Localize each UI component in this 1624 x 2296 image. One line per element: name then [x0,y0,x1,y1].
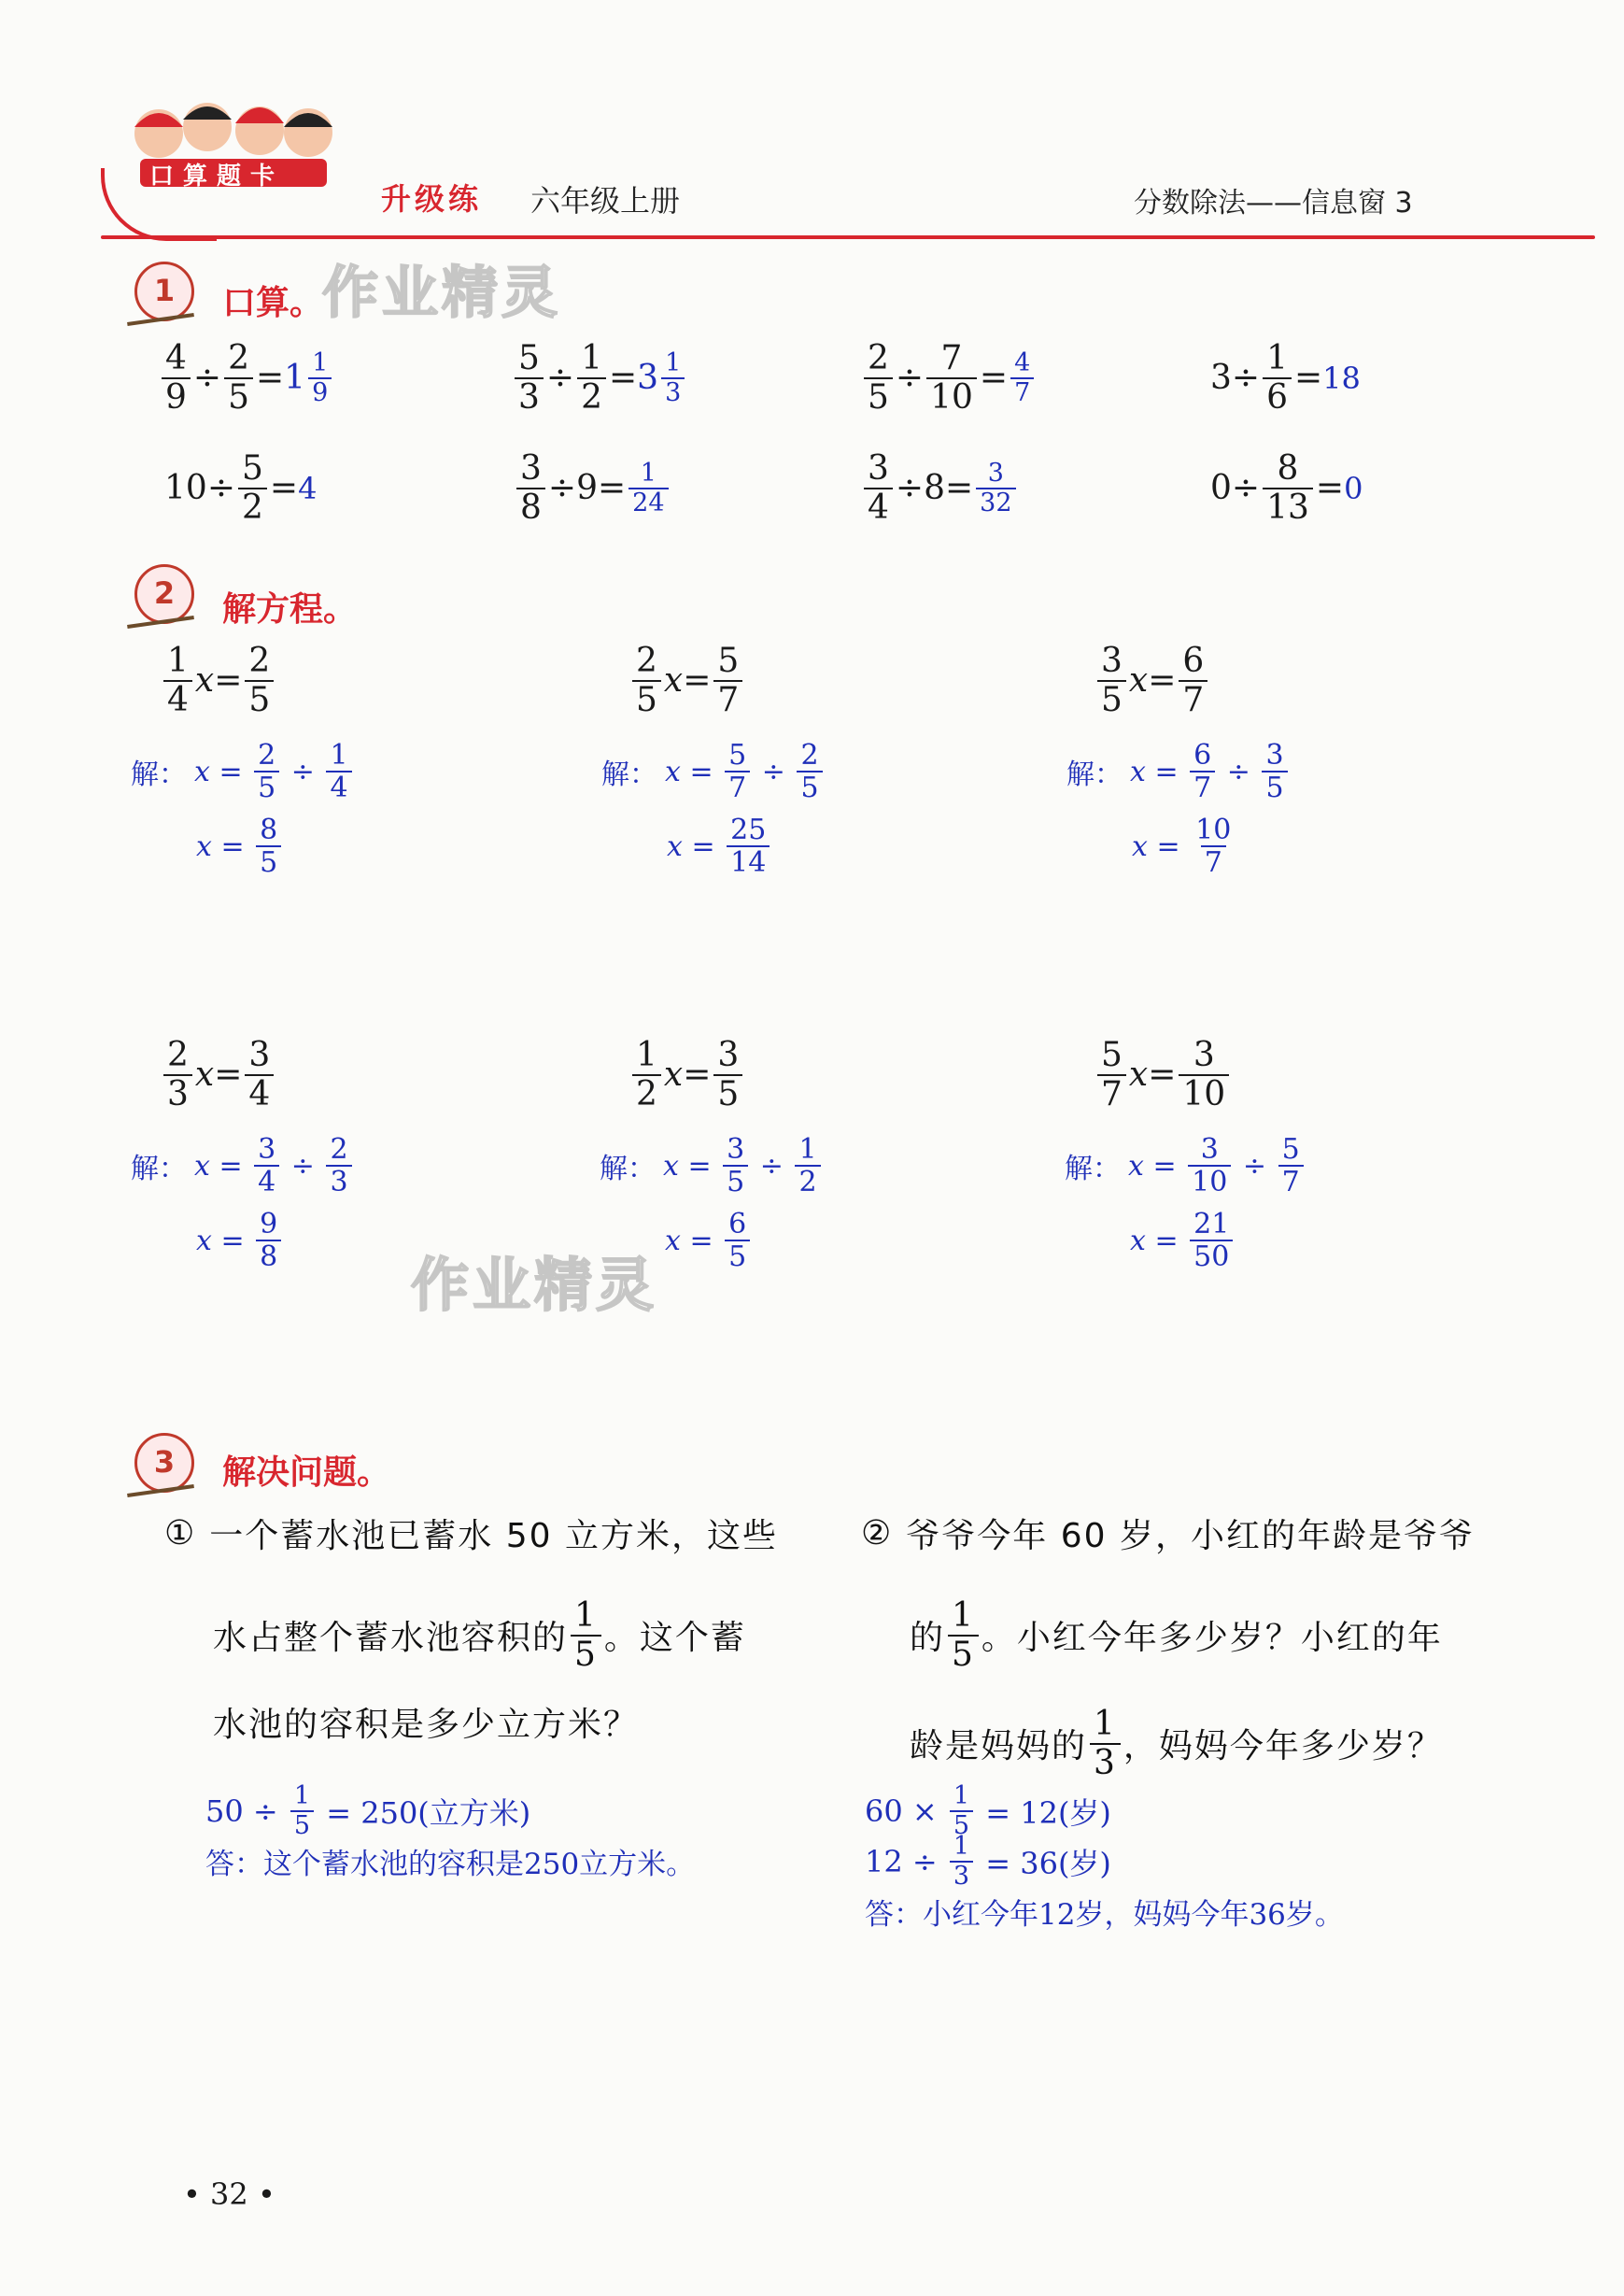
section-title-problems: 解决问题。 [222,1453,391,1492]
page-number: • 32 • [183,2176,275,2212]
problem-2-calculation-1: 60 × $\frac{1}{5}$ = 12(岁) [865,1781,1111,1840]
solution-1-step-2: x = $\frac{8}{5}$ [196,815,284,878]
oral-item-6: $\frac{3}{8}$ ÷ 9 = $\frac{1}{24}$ [514,450,671,526]
section-title-equations: 解方程。 [222,590,358,629]
oral-item-3: $\frac{2}{5}$ ÷ $\frac{7}{10}$ = $\frac{4}{7}$ [861,340,1037,416]
solution-4-step-1: 解： x = $\frac{3}{4}$ ÷ $\frac{2}{3}$ [131,1134,355,1198]
brand-label: 口算题卡 [149,163,285,191]
chapter-title: 分数除法——信息窗 3 [1134,187,1413,220]
header-rule [101,235,1595,239]
problem-1-calculation: 50 ÷ $\frac{1}{5}$ = 250(立方米) [205,1781,531,1840]
solution-5-step-2: x = $\frac{6}{5}$ [665,1209,753,1272]
problem-1-line-3: 水池的容积是多少立方米？ [213,1706,640,1744]
problem-2-answer: 答：小红今年12岁，妈妈今年36岁。 [865,1898,1344,1932]
problem-2-line-2: 的 $\frac{1}{5}$ 。小红今年多少岁？小红的年 [910,1596,1443,1674]
solution-3-step-1: 解： x = $\frac{6}{7}$ ÷ $\frac{3}{5}$ [1066,740,1291,803]
section-title-oral: 口算。 [222,284,324,322]
solution-1-step-1: 解： x = $\frac{2}{5}$ ÷ $\frac{1}{4}$ [131,740,355,803]
solution-6-step-1: 解： x = $\frac{3}{10}$ ÷ $\frac{5}{7}$ [1065,1134,1306,1198]
problem-1-line-1: ① 一个蓄水池已蓄水 50 立方米，这些 [164,1514,778,1555]
section-badge-1: 1 [127,258,194,333]
section-badge-2: 2 [127,560,194,635]
oral-item-8: 0 ÷ $\frac{8}{13}$ = 0 [1210,449,1363,527]
solution-5-step-1: 解： x = $\frac{3}{5}$ ÷ $\frac{1}{2}$ [600,1134,824,1198]
problem-2-calculation-2: 12 ÷ $\frac{1}{3}$ = 36(岁) [865,1832,1111,1891]
problem-2-line-3: 龄是妈妈的 $\frac{1}{3}$ ，妈妈今年多少岁？ [910,1705,1443,1782]
solution-4-step-2: x = $\frac{9}{8}$ [196,1209,284,1272]
oral-item-1: $\frac{4}{9}$ ÷ $\frac{2}{5}$ = 1 $\frac{1}{9}$ [159,340,334,416]
oral-item-5: 10 ÷ $\frac{5}{2}$ = 4 [164,449,318,527]
upgrade-label: 升级练 [381,181,483,217]
equation-3: $\frac{3}{5}$ x = $\frac{6}{7}$ [1094,643,1210,718]
equation-1: $\frac{1}{4}$ x = $\frac{2}{5}$ [161,643,276,718]
watermark: 作业精灵 [411,1251,658,1319]
oral-item-7: $\frac{3}{4}$ ÷ 8 = $\frac{3}{32}$ [861,450,1019,526]
grade-label: 六年级上册 [530,183,681,219]
solution-6-step-2: x = $\frac{21}{50}$ [1130,1209,1236,1272]
problem-1-line-2: 水占整个蓄水池容积的 $\frac{1}{5}$ 。这个蓄 [213,1596,746,1674]
solution-2-step-2: x = $\frac{25}{14}$ [667,815,772,878]
problem-2-line-1: ② 爷爷今年 60 岁，小红的年龄是爷爷 [861,1514,1475,1555]
problem-1-answer: 答：这个蓄水池的容积是250立方米。 [205,1848,696,1881]
oral-item-2: $\frac{5}{3}$ ÷ $\frac{1}{2}$ = 3 $\frac{1}{3}$ [512,340,687,416]
section-badge-3: 3 [127,1429,194,1504]
solution-2-step-1: 解： x = $\frac{5}{7}$ ÷ $\frac{2}{5}$ [601,740,826,803]
solution-3-step-2: x = $\frac{10}{7}$ [1132,814,1232,879]
equation-4: $\frac{2}{3}$ x = $\frac{3}{4}$ [161,1037,276,1113]
oral-item-4: 3 ÷ $\frac{1}{6}$ = 18 [1210,339,1361,417]
watermark: 作业精灵 [322,261,561,326]
header-curve [101,168,217,241]
equation-6: $\frac{5}{7}$ x = $\frac{3}{10}$ [1094,1037,1232,1113]
equation-5: $\frac{1}{2}$ x = $\frac{3}{5}$ [629,1037,745,1113]
equation-2: $\frac{2}{5}$ x = $\frac{5}{7}$ [629,643,745,718]
